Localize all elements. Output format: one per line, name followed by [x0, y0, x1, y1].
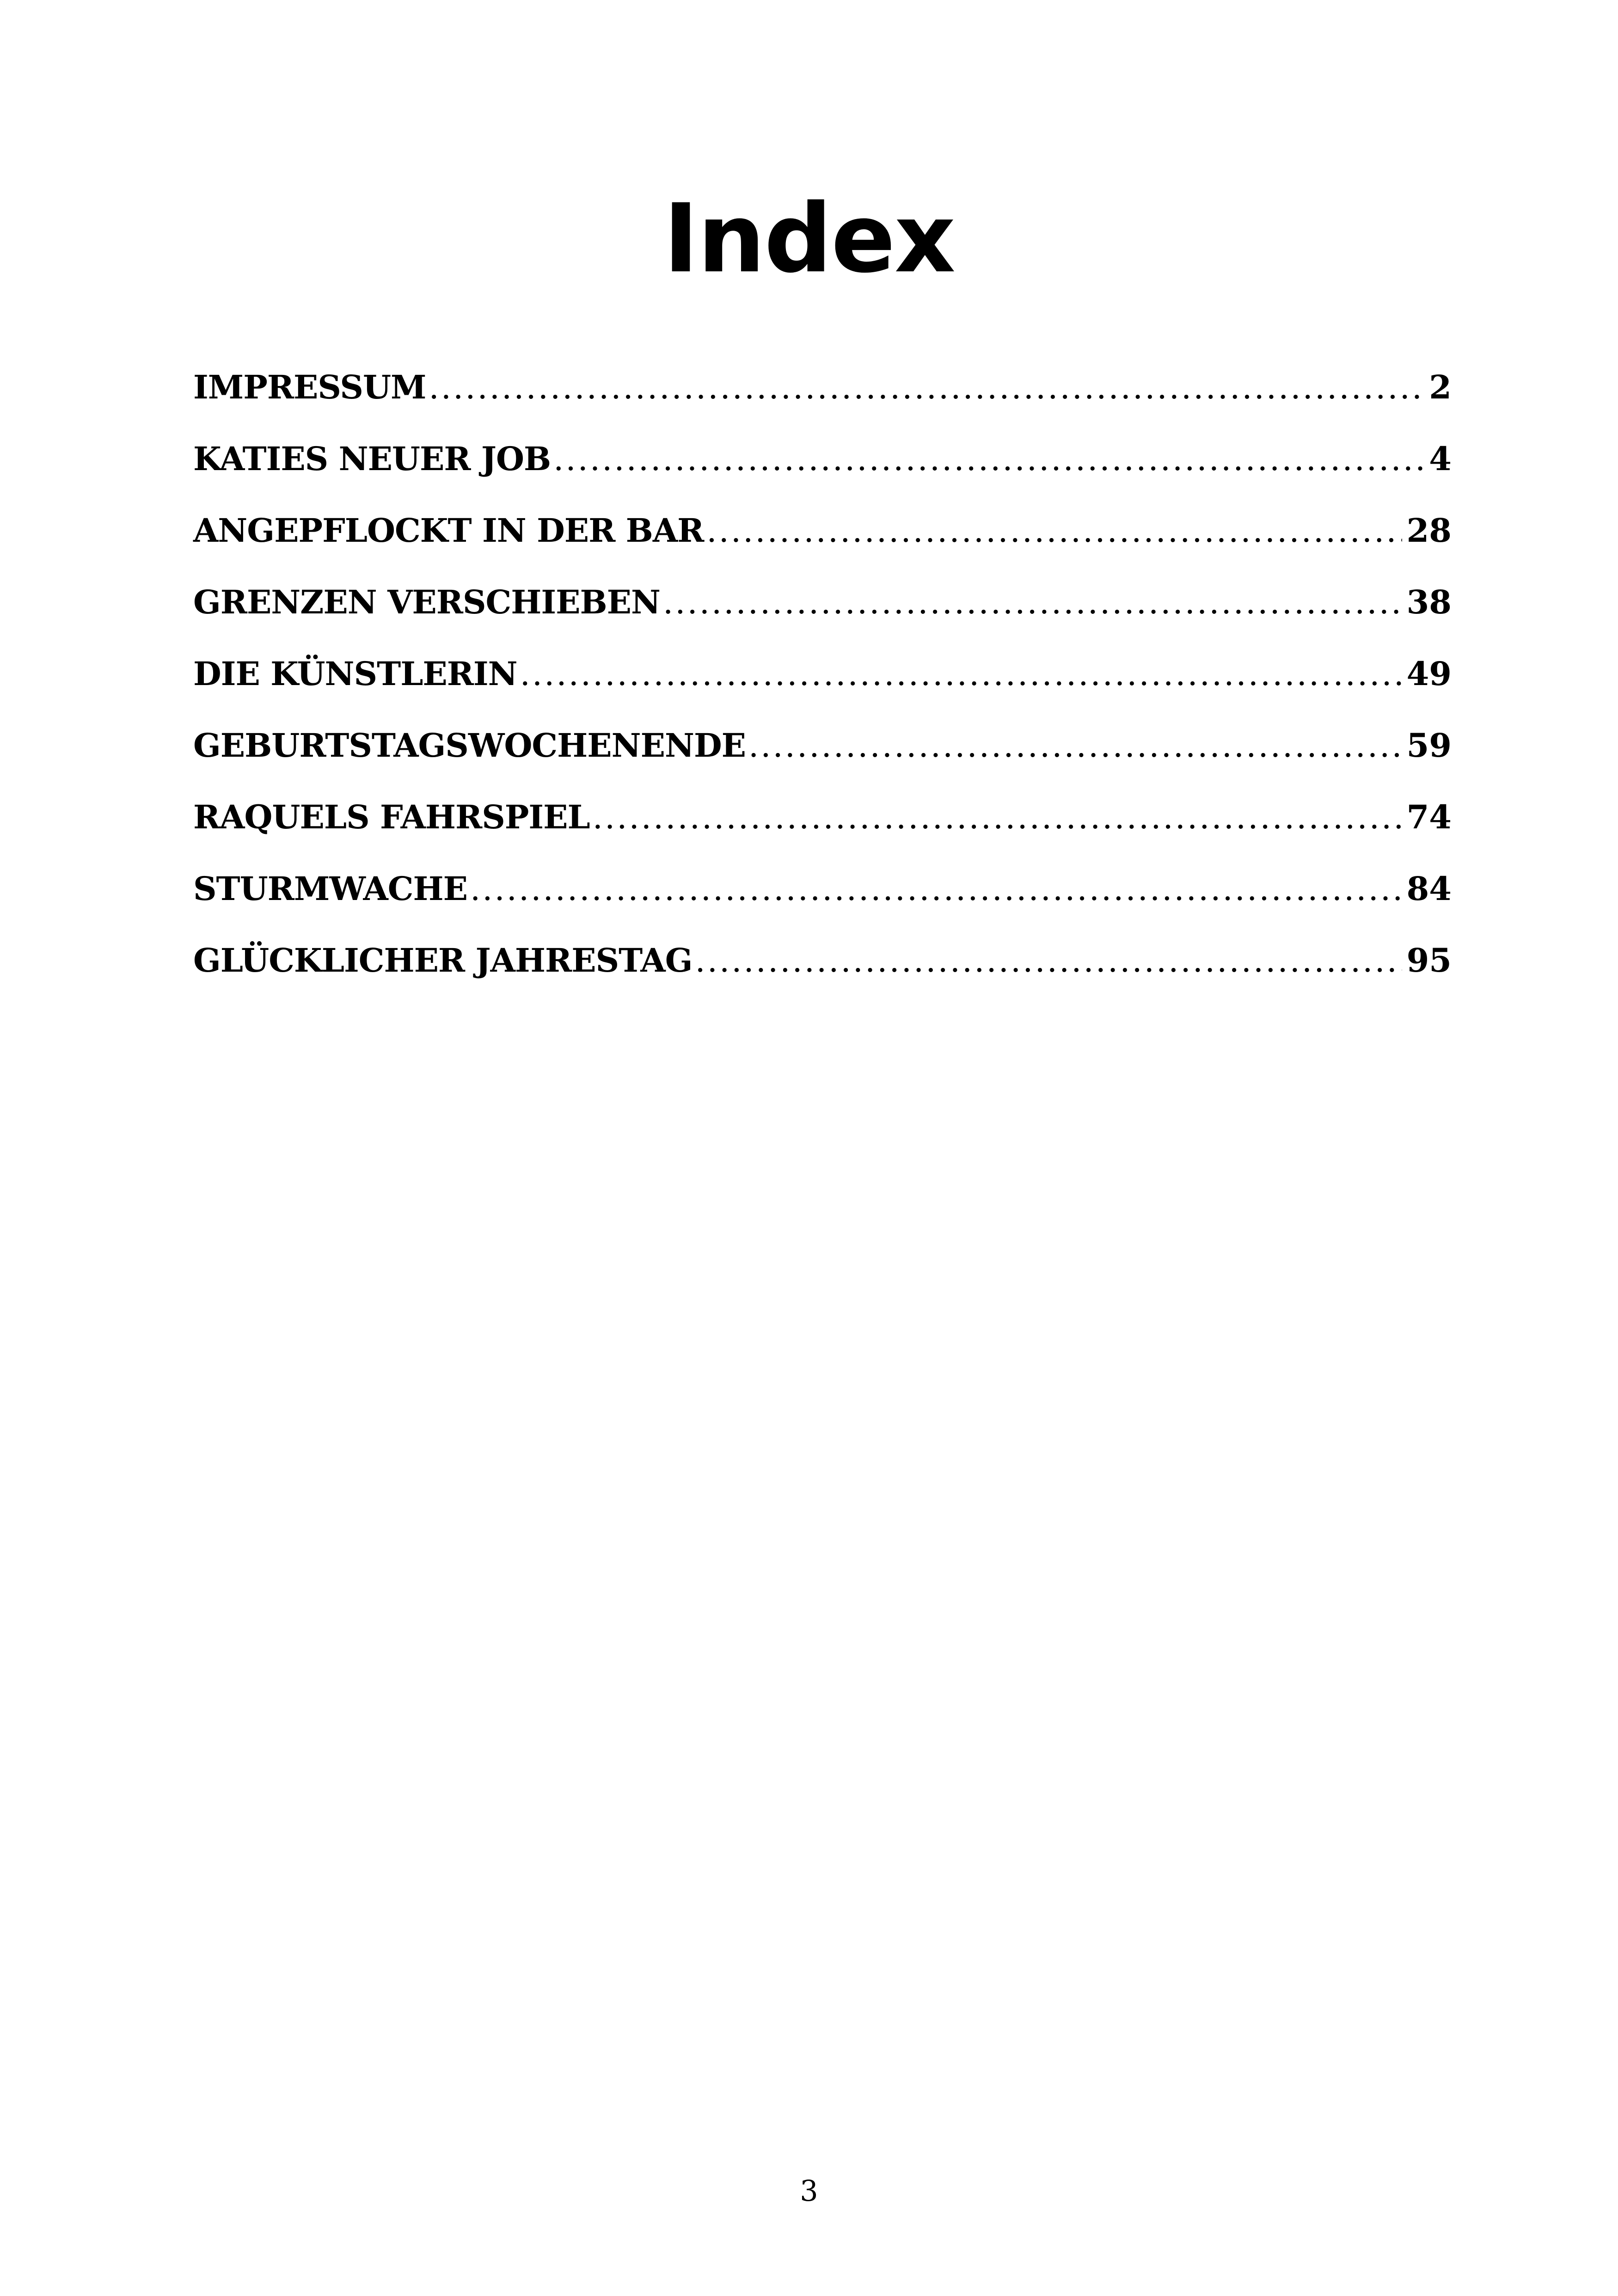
dot-leader [470, 866, 1402, 912]
toc-entry-page: 38 [1406, 583, 1452, 621]
toc-entry-label: ANGEPFLOCKT IN DER BAR [193, 511, 704, 550]
toc-entry-geburtstagswochenende[interactable] [193, 722, 1452, 794]
toc-entry-label: GRENZEN VERSCHIEBEN [193, 583, 660, 621]
dot-leader [748, 722, 1402, 769]
toc-entry-page: 49 [1406, 655, 1452, 693]
toc-entry-label: GEBURTSTAGSWOCHENENDE [193, 726, 746, 765]
toc-entry-raquels-fahrspiel[interactable] [193, 794, 1452, 866]
toc-entry-gluecklicher-jahrestag[interactable] [193, 937, 1452, 1009]
page-number: 3 [800, 2174, 818, 2208]
toc-entry-label: IMPRESSUM [193, 368, 426, 406]
dot-leader [553, 436, 1424, 482]
page-title: Index [663, 184, 955, 294]
toc-entry-label: STURMWACHE [193, 869, 467, 908]
toc-entry-label: KATIES NEUER JOB [193, 440, 551, 478]
toc-entry-page: 59 [1406, 726, 1452, 765]
dot-leader [695, 937, 1402, 984]
dot-leader [593, 794, 1402, 840]
toc-entry-die-kuenstlerin[interactable] [193, 651, 1452, 722]
toc-entry-angepflockt-in-der-bar[interactable] [193, 508, 1452, 579]
toc-entry-page: 95 [1406, 941, 1452, 980]
toc-entry-page: 4 [1429, 440, 1452, 478]
toc-entry-page: 28 [1406, 511, 1452, 550]
toc-entry-label: DIE KÜNSTLERIN [193, 655, 517, 693]
toc-entry-impressum[interactable] [193, 364, 1452, 436]
toc-entry-page: 2 [1429, 368, 1452, 406]
toc-entry-page: 74 [1406, 798, 1452, 836]
toc-entry-sturmwache[interactable] [193, 866, 1452, 937]
toc-entry-label: GLÜCKLICHER JAHRESTAG [193, 941, 693, 980]
dot-leader [663, 579, 1402, 625]
table-of-contents [193, 364, 1452, 1009]
toc-entry-grenzen-verschieben[interactable] [193, 579, 1452, 651]
dot-leader [429, 364, 1425, 410]
dot-leader [706, 508, 1402, 554]
toc-entry-katies-neuer-job[interactable] [193, 436, 1452, 508]
toc-entry-page: 84 [1406, 869, 1452, 908]
dot-leader [520, 651, 1402, 697]
toc-entry-label: RAQUELS FAHRSPIEL [193, 798, 590, 836]
